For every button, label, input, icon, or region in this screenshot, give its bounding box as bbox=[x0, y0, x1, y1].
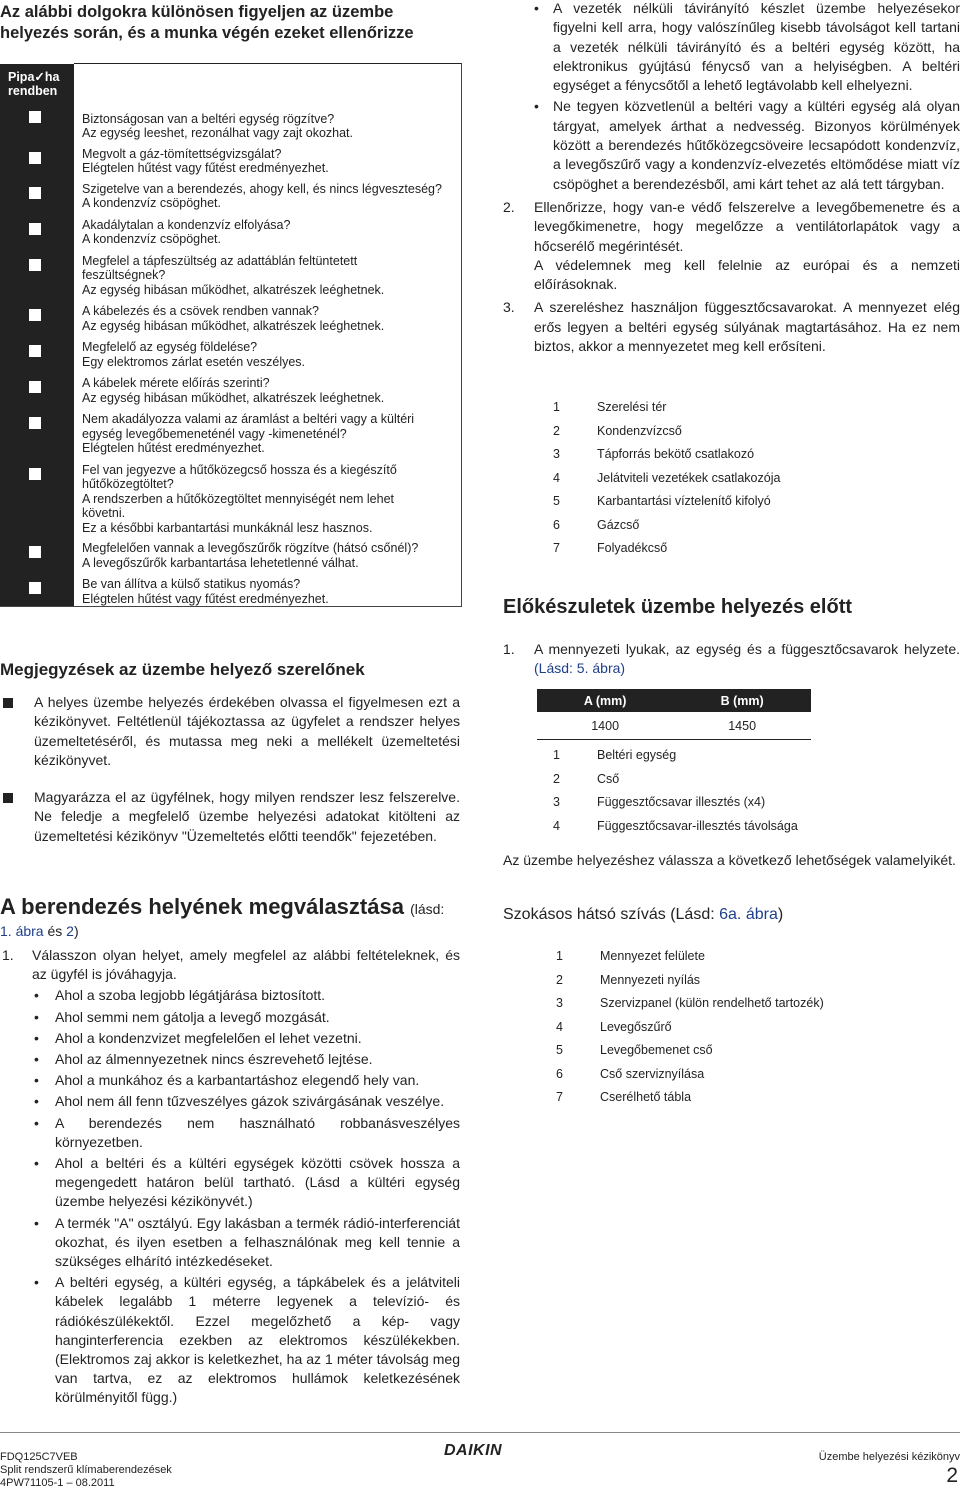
checklist-row bbox=[0, 339, 462, 375]
checklist-row bbox=[0, 146, 462, 181]
footer-subtitle: Split rendszerű klímaberendezések bbox=[0, 1464, 172, 1476]
location-item1 bbox=[0, 946, 460, 984]
footer-manual: Üzembe helyezési kézikönyv bbox=[818, 1451, 960, 1463]
checklist-row bbox=[0, 105, 462, 146]
checklist-item-text bbox=[74, 411, 462, 462]
right-item2-text2: A védelemnek meg kell felelnie az európai és a nemzeti előírásoknak. bbox=[534, 256, 960, 293]
checklist-item-text bbox=[74, 540, 462, 576]
location-bullet-item: • A berendezés nem használható robbanásveszélyes környezetben. bbox=[0, 1114, 460, 1152]
legend-text: Cső szerviznyílása bbox=[600, 1066, 705, 1081]
legend-text: Tápforrás bekötő csatlakozó bbox=[597, 447, 755, 461]
checkbox[interactable] bbox=[29, 381, 41, 393]
right-item2-text: Ellenőrizze, hogy van-e védő felszerelve a levegőbemenetre és a levegőkimenetre, hogy megelőzze a ventilátorlapátok vagy a hőcserélő megérintését. bbox=[534, 198, 960, 254]
prep-item1-row bbox=[503, 640, 960, 678]
checklist-item-line: Az egység hibásan működhet, alkatrészek leéghetnek. bbox=[82, 390, 385, 405]
checklist-item-line: A levegőszűrők karbantartása lehetetlenné válhat. bbox=[82, 555, 359, 570]
checklist-item-line: Akadálytalan a kondenzvíz elfolyása? bbox=[82, 217, 291, 232]
checklist-item-text bbox=[74, 576, 462, 607]
checklist-row bbox=[0, 181, 462, 217]
checkbox[interactable] bbox=[29, 345, 41, 357]
location-list bbox=[0, 946, 460, 1408]
legend-text: Beltéri egység bbox=[597, 748, 677, 762]
checkbox[interactable] bbox=[29, 309, 41, 321]
legend-number: 4 bbox=[553, 470, 560, 485]
legend-text: Függesztőcsavar-illesztés távolsága bbox=[597, 818, 798, 833]
checklist-row bbox=[0, 540, 462, 576]
checklist-item-text bbox=[74, 181, 462, 217]
header-check-line2: rendben bbox=[8, 84, 58, 98]
checklist-row bbox=[0, 462, 462, 541]
right-item3-num: 3. bbox=[503, 299, 515, 316]
square-bullet-icon bbox=[3, 698, 13, 708]
location-bullet-item: • Ahol a kondenzvizet megfelelően el lehet vezetni. bbox=[0, 1029, 460, 1048]
location-ref-and: és bbox=[47, 923, 63, 939]
checklist-item-text bbox=[74, 253, 462, 304]
rear-ref-link[interactable]: 6a. ábra bbox=[719, 906, 778, 923]
checklist-item-line: Az egység hibásan működhet, alkatrészek leéghetnek. bbox=[82, 282, 385, 297]
checkbox[interactable] bbox=[29, 259, 41, 271]
legend-text: Mennyezet felülete bbox=[600, 949, 705, 963]
legend-text: Jelátviteli vezetékek csatlakozója bbox=[597, 470, 781, 485]
daikin-logo: DAIKIN bbox=[444, 1442, 503, 1459]
checklist-row bbox=[0, 375, 462, 411]
location-ref-prefix: (lásd: bbox=[410, 901, 445, 917]
dimension-table bbox=[537, 689, 811, 740]
legend-text: Mennyezeti nyílás bbox=[600, 972, 701, 987]
checklist-title-line2: helyezés során, és a munka végén ezeket ellenőrizze bbox=[0, 24, 414, 42]
legend-number: 2 bbox=[556, 972, 563, 987]
location-ref bbox=[0, 922, 79, 941]
checklist-checkbox-cell bbox=[0, 462, 74, 541]
prep-item1-num: 1. bbox=[503, 641, 515, 657]
right-item2 bbox=[503, 198, 960, 294]
header-check-line1: Pipa✓ha bbox=[8, 69, 60, 84]
checkbox[interactable] bbox=[29, 582, 41, 594]
checklist-rows bbox=[0, 105, 462, 607]
legend-text: Függesztőcsavar illesztés (x4) bbox=[597, 795, 766, 809]
location-item1-text: Válasszon olyan helyet, amely megfelel az alábbi feltételeknek, és az ügyfél is jóváhagyja. bbox=[32, 947, 460, 983]
legend-number: 4 bbox=[553, 818, 560, 833]
checklist-checkbox-cell bbox=[0, 253, 74, 304]
checklist-item-line: Elégtelen hűtést vagy fűtést eredményezhet. bbox=[82, 161, 329, 175]
checklist-item-line: A rendszerben a hűtőközegtöltet mennyiségét nem lehet bbox=[82, 491, 395, 506]
legend-text: Karbantartási víztelenítő kifolyó bbox=[597, 494, 771, 508]
checklist-item-line: Az egység leeshet, rezonálhat vagy zajt okozhat. bbox=[82, 126, 353, 140]
notes-list bbox=[0, 693, 460, 846]
checklist-item-line: egység levegőbemeneténél vagy -kimeneténél? bbox=[82, 426, 347, 441]
right-bullet-item: • Ne tegyen közvetlenül a beltéri vagy a kültéri egység alá olyan tárgyat, amelyek árthat a nedvesség. Bizonyos körülmények között a berendezés hűtőközegcsöveire lecsapódott kondenzvíz, a levegőszűrő vagy a kondenzvíz-elvezetés eltömődése miatt víz csöpöghet a berendezésből, ami kárt tehet az alá tett tárgyban. bbox=[503, 97, 960, 193]
right-top-block bbox=[503, 0, 960, 356]
dim-value-b: 1450 bbox=[673, 712, 811, 740]
location-bullet-item: • Ahol a szoba legjobb légátjárása biztosított. bbox=[0, 986, 460, 1005]
checklist-item-line: Elégtelen hűtést eredményezhet. bbox=[82, 441, 265, 455]
legend-number: 1 bbox=[556, 949, 563, 963]
checklist-checkbox-cell bbox=[0, 181, 74, 217]
checklist-item-line: Megfelelő az egység földelése? bbox=[82, 340, 258, 354]
rear-ref-close: ) bbox=[777, 906, 784, 923]
legend-number: 3 bbox=[556, 996, 563, 1010]
checklist-checkbox-cell bbox=[0, 303, 74, 339]
right-item3-text: A szereléshez használjon függesztőcsavarokat. A mennyezet elég erős legyen a beltéri egység súlyának magtartásához. Ha ez nem biztos, akkor a mennyezetet meg kell erősíteni. bbox=[534, 299, 960, 355]
checklist-item-line: Biztonságosan van a beltéri egység rögzítve? bbox=[82, 111, 335, 126]
notes-item bbox=[0, 788, 460, 846]
left-column bbox=[0, 0, 462, 1406]
location-ref-fig1-link[interactable]: 1. ábra bbox=[0, 923, 44, 939]
checklist-checkbox-cell bbox=[0, 339, 74, 375]
right-bullet-item: • A vezeték nélküli távirányító készlet üzembe helyezésekor figyelni kell arra, hogy valószínűleg kisebb távolságot kell tartani a vezeték nélküli távirányító és a beltéri egység között, ha elektronikus gyújtású fénycső van a helyiségben. A beltéri egységet a fénycsőtől a lehető legtávolabb kell elhelyezni. bbox=[503, 0, 960, 95]
prep-title: Előkészuletek üzembe helyezés előtt bbox=[503, 596, 853, 618]
checklist-item-line: Fel van jegyezve a hűtőközegcső hossza és a kiegészítő bbox=[82, 462, 397, 477]
page-number: 2 bbox=[946, 1464, 958, 1487]
checklist-checkbox-cell bbox=[0, 105, 74, 146]
legend-number: 2 bbox=[553, 771, 560, 786]
dim-header-b: B (mm) bbox=[673, 689, 811, 712]
location-item1-num: 1. bbox=[2, 947, 14, 963]
legend-text: Kondenzvízcső bbox=[597, 423, 682, 438]
location-bullet-item: • Ahol semmi nem gátolja a levegő mozgását. bbox=[0, 1008, 460, 1027]
checklist-item-text bbox=[74, 303, 462, 339]
checklist-item-line: Az egység hibásan működhet, alkatrészek leéghetnek. bbox=[82, 318, 385, 333]
legend-text: Szerelési tér bbox=[597, 400, 667, 414]
checklist-checkbox-cell bbox=[0, 217, 74, 253]
checklist-item-line: Megfelelően vannak a levegőszűrők rögzítve (hátsó csőnél)? bbox=[82, 541, 419, 555]
checklist-checkbox-cell bbox=[0, 411, 74, 462]
checklist-item-line: Megfelel a tápfeszültség az adattáblán feltüntetett bbox=[82, 253, 358, 268]
location-bullet-item: • Ahol a munkához és a karbantartáshoz elegendő hely van. bbox=[0, 1071, 460, 1090]
checklist-item-line: A kábelek mérete előírás szerinti? bbox=[82, 376, 270, 390]
legend-number: 7 bbox=[556, 1090, 563, 1104]
legend-number: 3 bbox=[553, 447, 560, 461]
notes-title: Megjegyzések az üzembe helyező szerelőnek bbox=[0, 660, 365, 679]
dim-header-a: A (mm) bbox=[537, 689, 673, 712]
legend-number: 5 bbox=[553, 494, 560, 508]
checklist-item-line: követni. bbox=[82, 506, 126, 520]
checklist-item-line: feszültségnek? bbox=[82, 268, 166, 282]
dim-value-a: 1400 bbox=[537, 712, 673, 740]
legend-number: 7 bbox=[553, 541, 560, 555]
legend-number: 6 bbox=[556, 1066, 563, 1081]
legend-text: Levegőszűrő bbox=[600, 1019, 672, 1034]
checklist-checkbox-cell bbox=[0, 576, 74, 607]
checklist-item-line: Ez a későbbi karbantartási munkáknál lesz hasznos. bbox=[82, 520, 373, 535]
checklist-row bbox=[0, 411, 462, 462]
checklist-item-text bbox=[74, 339, 462, 375]
rear-ref-prefix: (Lásd: bbox=[670, 906, 715, 923]
location-bullet-item: • Ahol nem áll fenn tűzveszélyes gázok szivárgásának veszélye. bbox=[0, 1092, 460, 1111]
legend-text: Cserélhető tábla bbox=[600, 1090, 692, 1104]
footer-divider bbox=[0, 1432, 960, 1433]
checkbox[interactable] bbox=[29, 417, 41, 429]
checklist-item-line: Elégtelen hűtést vagy fűtést eredményezhet. bbox=[82, 591, 329, 606]
checklist-item-line: hűtőközegtöltet? bbox=[82, 477, 174, 491]
checklist-item-text bbox=[74, 105, 462, 146]
right-item3 bbox=[503, 298, 960, 356]
legend-number: 1 bbox=[553, 400, 560, 414]
checklist-checkbox-cell bbox=[0, 375, 74, 411]
checklist-table bbox=[0, 63, 462, 607]
checklist-header-check bbox=[0, 64, 74, 105]
checklist-checkbox-cell bbox=[0, 146, 74, 181]
rear-suction-title bbox=[503, 906, 783, 924]
notes-item-text: A helyes üzembe helyezés érdekében olvassa el figyelmesen ezt a kézikönyvet. Feltétlenül tájékoztassa az ügyfelet a rendszer helyes üzemeltetéséről, és mutassa meg neki a mellékelt üzemeltetési kézikönyvet. bbox=[34, 694, 460, 768]
location-title-text: A berendezés helyének megválasztása bbox=[0, 894, 404, 919]
prep-item1-text: A mennyezeti lyukak, az egység és a függesztőcsavarok helyzete. bbox=[534, 641, 960, 657]
choose-text: Az üzembe helyezéshez válassza a következő lehetőségek valamelyikét. bbox=[503, 852, 956, 868]
checklist-item-line: A kondenzvíz csöpöghet. bbox=[82, 196, 221, 210]
checklist-header-blank bbox=[74, 64, 462, 105]
checkbox[interactable] bbox=[29, 111, 41, 123]
checklist-row bbox=[0, 217, 462, 253]
location-title bbox=[0, 893, 444, 923]
checklist-row bbox=[0, 576, 462, 607]
legend-number: 2 bbox=[553, 423, 560, 438]
checklist-title-line1: Az alábbi dolgokra különösen figyeljen az üzembe bbox=[0, 3, 394, 21]
legend-text: Gázcső bbox=[597, 517, 640, 532]
checklist-item-line: Be van állítva a külső statikus nyomás? bbox=[82, 577, 301, 591]
checklist-item-text bbox=[74, 462, 462, 541]
footer-model: FDQ125C7VEB bbox=[0, 1451, 78, 1463]
footer-docnum: 4PW71105-1 – 08.2011 bbox=[0, 1477, 115, 1489]
footer-left bbox=[0, 1451, 172, 1490]
checkbox[interactable] bbox=[29, 223, 41, 235]
checklist-item-line: A kondenzvíz csöpöghet. bbox=[82, 232, 221, 246]
checklist-item-line: Nem akadályozza valami az áramlást a beltéri vagy a kültéri bbox=[82, 412, 415, 426]
checklist-item-line: A kábelezés és a csövek rendben vannak? bbox=[82, 304, 319, 318]
checklist-title bbox=[0, 0, 462, 44]
checklist-item-line: Szigetelve van a berendezés, ahogy kell, és nincs légveszteség? bbox=[82, 181, 442, 196]
checklist-row bbox=[0, 253, 462, 304]
legend-number: 3 bbox=[553, 795, 560, 809]
checkbox[interactable] bbox=[29, 152, 41, 164]
checklist-item-text bbox=[74, 146, 462, 181]
checklist-checkbox-cell bbox=[0, 540, 74, 576]
rear-title-text: Szokásos hátsó szívás bbox=[503, 906, 666, 923]
legend-number: 5 bbox=[556, 1043, 563, 1057]
legend-text: Levegőbemenet cső bbox=[600, 1043, 713, 1057]
location-ref-fig2-link[interactable]: 2 bbox=[66, 923, 74, 939]
checkbox[interactable] bbox=[29, 187, 41, 199]
prep-item1-ref-link[interactable]: (Lásd: 5. ábra) bbox=[534, 660, 626, 676]
checklist-item-line: Egy elektromos zárlat esetén veszélyes. bbox=[82, 354, 306, 369]
checklist-row bbox=[0, 303, 462, 339]
right-item2-num: 2. bbox=[503, 198, 515, 215]
square-bullet-icon bbox=[3, 793, 13, 803]
notes-item bbox=[0, 693, 460, 770]
legend-number: 1 bbox=[553, 748, 560, 762]
location-bullet-item: • A beltéri egység, a kültéri egység, a tápkábelek és a jelátviteli kábelek legalább 1 méterre legyenek a televízió- és rádiókészülékektől. Ezzel megelőzhető a kép- vagy hanginterferencia ezekben az elektromos készülékekben. (Elektromos zaj akkor is keletkezhet, ha az 1 méter távolság meg van tartva, ez az elektromos hullámok keletkezésének körülményitől függ.) bbox=[0, 1273, 460, 1407]
location-bullet-item: • Ahol az álmennyezetnek nincs észrevehető lejtése. bbox=[0, 1050, 460, 1069]
notes-item-text: Magyarázza el az ügyfélnek, hogy milyen rendszer lesz felszerelve. Ne feledje a megfelelő üzembe helyezési adatokat kitölteni az üzemeltetési kézikönyv "Üzemeltetés előtti teendők" fejezetében. bbox=[34, 789, 460, 844]
location-ref-close: ) bbox=[73, 923, 79, 939]
location-bullet-item: • Ahol a beltéri és a kültéri egységek közötti csövek hossza a megengedett határon belül tartható. (Lásd a kültéri egység üzembe helyezési kézikönyvét.) bbox=[0, 1154, 460, 1212]
checkbox[interactable] bbox=[29, 468, 41, 480]
prep-item1 bbox=[503, 640, 960, 678]
legend-text: Folyadékcső bbox=[597, 541, 668, 555]
location-bullets bbox=[0, 986, 460, 1407]
legend-text: Cső bbox=[597, 771, 620, 786]
checklist-item-line: Megvolt a gáz-tömítettségvizsgálat? bbox=[82, 146, 282, 161]
checklist-item-text bbox=[74, 217, 462, 253]
legend-number: 6 bbox=[553, 517, 560, 532]
legend-text: Szervizpanel (külön rendelhető tartozék) bbox=[600, 996, 824, 1010]
checklist-item-text bbox=[74, 375, 462, 411]
location-bullet-item: • A termék "A" osztályú. Egy lakásban a termék rádió-interferenciát okozhat, és ilyen esetben a felhasználónak meg kell tennie a szükséges elhárító intézkedéseket. bbox=[0, 1214, 460, 1272]
legend-number: 4 bbox=[556, 1019, 563, 1034]
checkbox[interactable] bbox=[29, 546, 41, 558]
